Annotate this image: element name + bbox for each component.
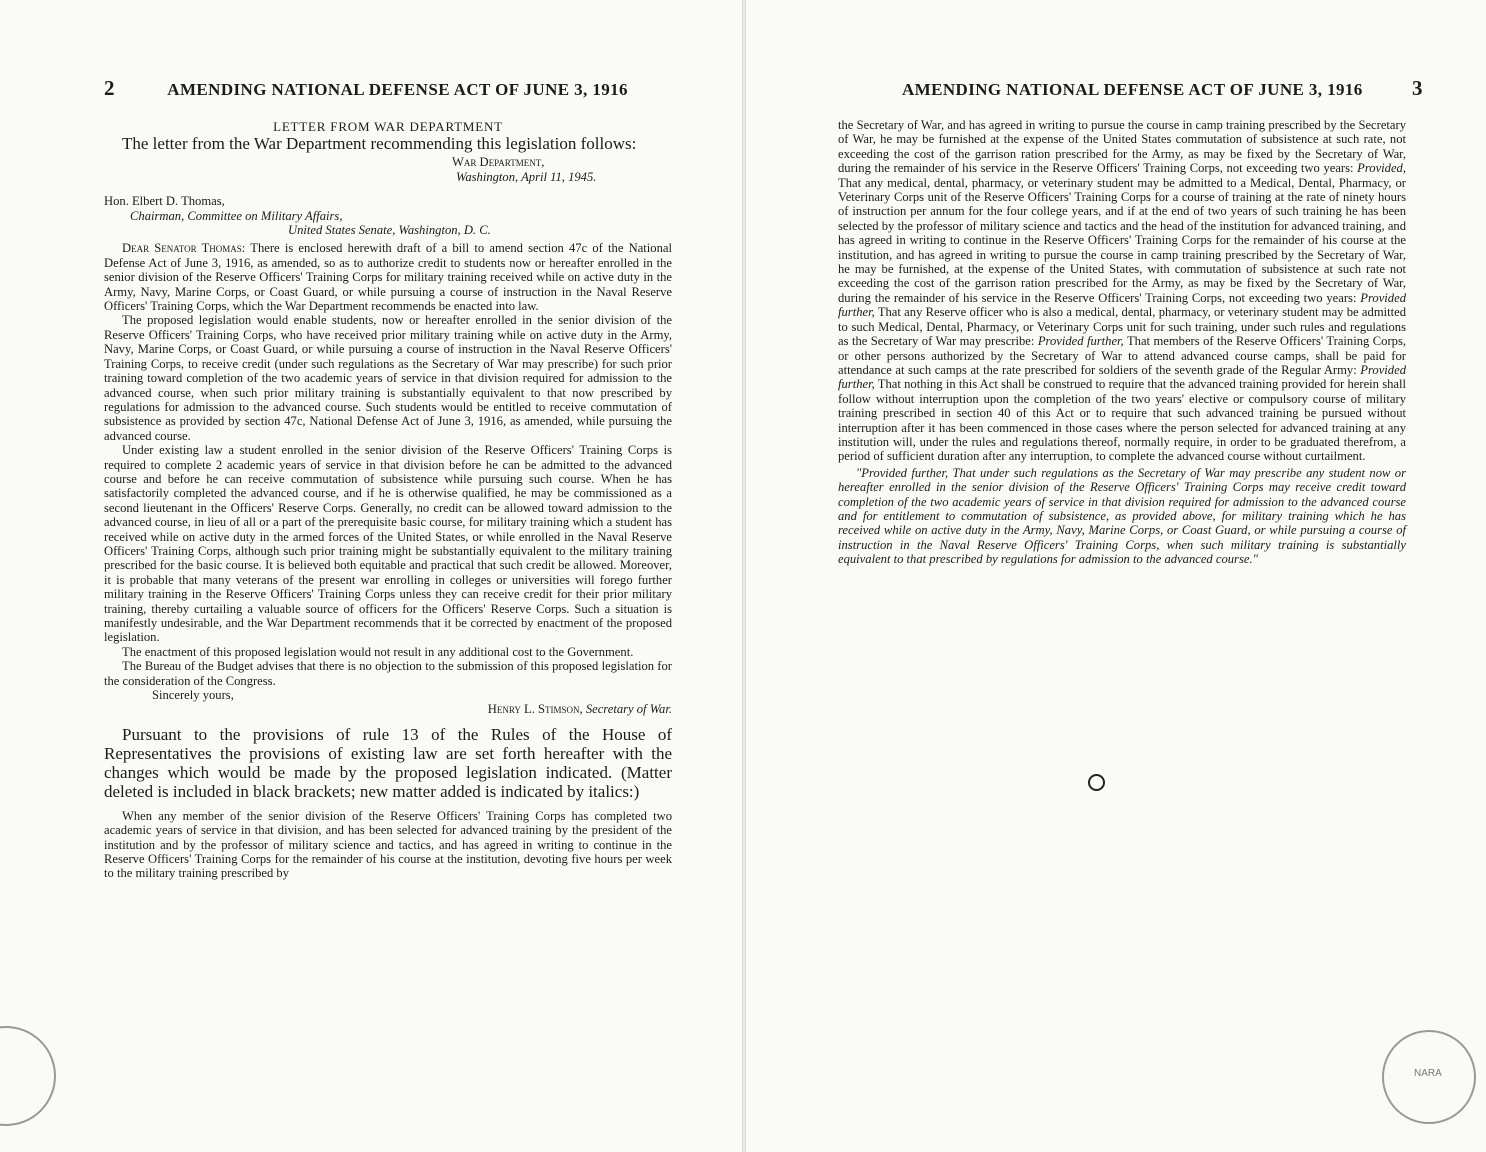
signature-title: Secretary of War. (585, 702, 672, 717)
running-head: AMENDING NATIONAL DEFENSE ACT OF JUNE 3, 1916 (902, 80, 1363, 99)
left-page (0, 0, 742, 1152)
right-body (838, 118, 1406, 567)
left-body (104, 120, 672, 881)
new-matter-italic: "Provided further, That under such regulations as the Secretary of War may prescribe any student now or hereafter enrolled in the senior division of the Reserve Officers' Training Corps may receive credit toward completion of the two academic years of service in that division required for admission to the advanced course and for entitlement to commutation of subsistence, as provided above, for military training which he has received while on active duty in the Army, Navy, Marine Corps, or Coast Guard, or while pursuing a course of instruction in the Naval Reserve Officers' Training Corps, when such military training is substantially equivalent to that prescribed by regulations for admission to the advanced course." (838, 465, 1406, 567)
page-number: 2 (104, 76, 115, 100)
signature-name: Henry L. Stimson, (487, 702, 583, 717)
right-page (746, 0, 1486, 1152)
pursuant-paragraph: Pursuant to the provisions of rule 13 of the Rules of the House of Representatives the provisions of existing law are set forth hereafter with the changes which would be made by the proposed legislation indicated. (Matter deleted is included in black brackets; new matter added is indicated by italics:) (104, 724, 672, 801)
section-heading: LETTER FROM WAR DEPARTMENT (273, 119, 503, 134)
archive-stamp-left (0, 1026, 56, 1126)
law-c: That any Reserve officer who is also a medical, dental, pharmacy, or veterinary student may be admitted to such Medical, Dental, Pharmacy, or Veterinary Corps unit for such training, under such rules and regulations as the Secretary of War may prescribe: (838, 305, 1406, 349)
truman-library-stamp (1382, 1030, 1476, 1124)
right-running-header (902, 76, 1423, 101)
dept-place-date: Washington, April 11, 1945. (456, 169, 597, 184)
intro-paragraph: The letter from the War Department recommending this legislation follows: (122, 134, 637, 154)
provided-1: Provided, (1357, 161, 1406, 176)
para1-text: There is enclosed herewith draft of a bill to amend section 47c of the National Defense Act of June 3, 1916, as amended, so as to authorize credit to students now or hereafter enrolled in the senior division of the Reserve Officers' Training Corps for military training received while on active duty in the Army, Navy, Marine Corps, or Coast Guard, or while pursuing a course of instruction in the Naval Reserve Officers' Training Corps, which the War Department recommends be enacted into law. (104, 241, 672, 314)
provided-4: Provided further, (838, 362, 1406, 392)
letter-paragraph-2: The proposed legislation would enable students, now or hereafter enrolled in the senior division of the Reserve Officers' Training Corps, who have received prior military training while on active duty in the Army, Navy, Marine Corps, or Coast Guard, or while pursuing a course of instruction in the Naval Reserve Officers' Training Corps, to receive credit (under such regulations as the Secretary of War may prescribe) for such prior training toward completion of the two academic years of service in that division required for admission to the advanced course, when such prior military training is substantially equivalent to that now prescribed by regulations for admission to the advanced course. Such students would be entitled to receive commutation of subsistence as provided by section 47c, National Defense Act of June 3, 1916, as amended, while pursuing the advanced course. (104, 313, 672, 443)
provided-3: Provided further, (1037, 334, 1124, 349)
addressee-name: Hon. Elbert D. Thomas, (104, 194, 225, 209)
law-b: That any medical, dental, pharmacy, or veterinary student may be admitted to a Medical, Dental, Pharmacy, or Veterinary Corps unit of the Reserve Officers' Training Corps for a course of training at the rate of ninety hours of instruction per annum for the four college years, and if at the end of two years of such training he has been selected by the professor of military science and tactics and the head of the institution for advanced training, and has agreed in writing to continue in the Reserve Officers' Training Corps for the remainder of his course at the institution, and has agreed in writing to pursue the course in camp training prescribed by the Secretary of War, he may be furnished, at the expense of the United States, with commutation of subsistence at such rate not exceeding the cost of the garrison ration prescribed for the Army, as may be fixed by the Secretary of War, during the remainder of his service in the Reserve Officers' Training Corps, not exceeding two years: (838, 175, 1406, 305)
addressee-place: United States Senate, Washington, D. C. (288, 223, 491, 238)
law-a: the Secretary of War, and has agreed in writing to pursue the course in camp training prescribed by the Secretary of War, he may be furnished at the expense of the United States commutation of subsistence at such rate, not exceeding the cost of the garrison ration prescribed for the Army, as may be fixed by the Secretary of War, during the remainder of his service in the Reserve Officers' Training Corps, not exceeding two years: (838, 118, 1406, 176)
law-text-start: When any member of the senior division of the Reserve Officers' Training Corps has completed two academic years of service in that division, and has been selected for advanced training by the president of the institution and by the professor of military science and tactics, and has agreed in writing to continue in the Reserve Officers' Training Corps for the remainder of his course at the institution, devoting five hours per week to the military training prescribed by (104, 808, 672, 881)
stamp-text: NARA (1414, 1068, 1442, 1079)
law-text-a (838, 118, 1406, 464)
addressee-title: Chairman, Committee on Military Affairs, (130, 208, 343, 223)
signature (104, 702, 672, 716)
dept-name: War Department, (452, 155, 545, 170)
letter-paragraph-1 (104, 241, 672, 313)
letter-paragraph-4: The enactment of this proposed legislation would not result in any additional cost to the Government. (122, 644, 634, 659)
closing: Sincerely yours, (152, 688, 234, 703)
left-running-header (104, 76, 628, 101)
law-e: That nothing in this Act shall be construed to require that the advanced training provided for herein shall follow without interruption upon the completion of the two years' elective or compulsory course of military training prescribed in section 40 of this Act or to require that such advanced training be pursued without interruption after it has been commenced in those cases where the person selected for advanced training at any institution will, under the rules and regulations thereof, normally require, in order to be graduated therefrom, a period of sufficient duration after any interruption, to complete the advanced course without curtailment. (838, 377, 1406, 464)
page-number: 3 (1412, 76, 1423, 100)
provided-2: Provided further, (838, 290, 1406, 320)
running-head: AMENDING NATIONAL DEFENSE ACT OF JUNE 3, 1916 (167, 80, 628, 99)
letter-paragraph-3: Under existing law a student enrolled in the senior division of the Reserve Officers' Training Corps is required to complete 2 academic years of service in that division before he can be admitted to the advanced course and before he can receive commutation of subsistence while pursuing such course. When he has satisfactorily completed the advanced course, and if he is otherwise qualified, he may be commissioned as a second lieutenant in the Officers' Reserve Corps. Generally, no credit can be allowed toward admission to the advanced course, in lieu of all or a part of the prerequisite basic course, for military training which a student has received while on active duty in the armed forces of the United States, or while enrolled in the Naval Reserve Officers' Training Corps, although such prior training might be substantially equivalent to the military training prescribed for the basic course. It is believed both equitable and practical that such credit be allowed. Moreover, it is probable that many veterans of the present war enrolling in colleges or universities will forego further military training in the Reserve Officers' Training Corps unless they can receive credit for their prior military training, thereby curtailing a valuable source of officers for the Officers' Reserve Corps. Such a situation is manifestly undesirable, and the War Department recommends that it be corrected by enactment of the proposed legislation. (104, 443, 672, 645)
salutation: Dear Senator Thomas: (122, 241, 246, 256)
law-d: That members of the Reserve Officers' Training Corps, or other persons authorized by the Secretary of War to attend advanced course camps, shall be paid for attendance at such camps at the rate prescribed for soldiers of the seventh grade of the Regular Army: (838, 334, 1406, 377)
end-of-document-mark (1088, 774, 1105, 791)
letter-paragraph-5: The Bureau of the Budget advises that there is no objection to the submission of this proposed legislation for the consideration of the Congress. (104, 659, 672, 688)
